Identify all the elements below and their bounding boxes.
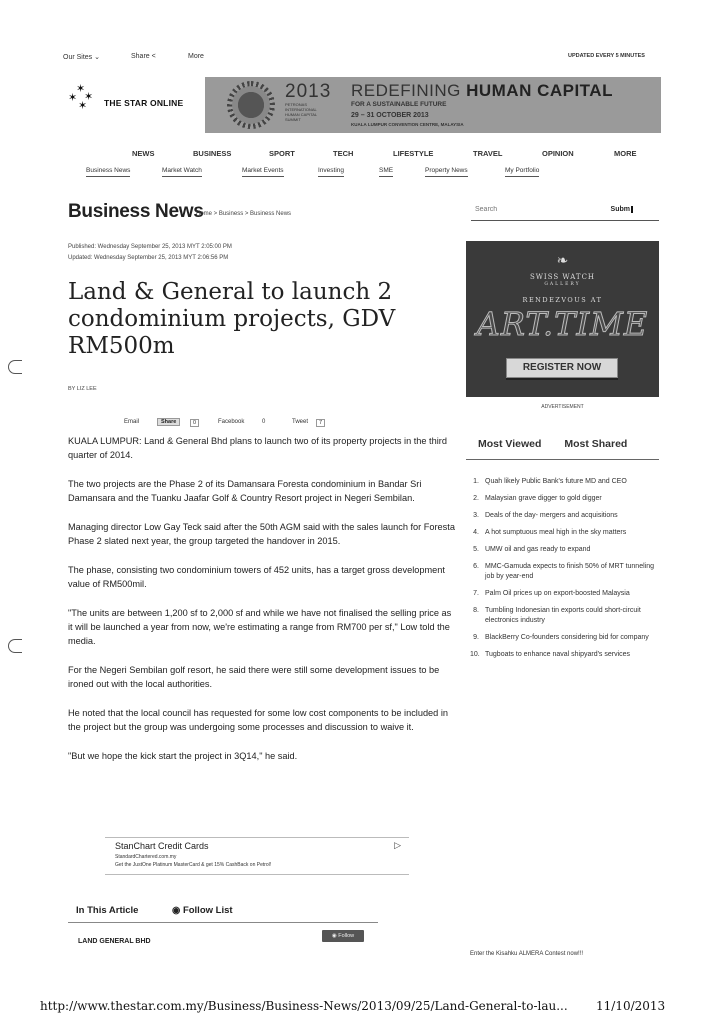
banner-line-2: 29 – 31 OCTOBER 2013 xyxy=(351,112,429,119)
banner-line-1: FOR A SUSTAINABLE FUTURE xyxy=(351,101,447,108)
divider xyxy=(68,922,378,923)
list-item[interactable]: 6. MMC-Gamuda expects to finish 50% of MRT tunneling job by year-end xyxy=(473,563,654,580)
swiss-watch-ad[interactable] xyxy=(466,241,659,397)
eye-icon: ◉ xyxy=(331,933,337,939)
update-notice: UPDATED EVERY 5 MINUTES xyxy=(568,53,645,59)
nav-tech[interactable]: TECH xyxy=(333,149,354,158)
punch-hole-mark xyxy=(8,639,22,653)
punch-hole-mark xyxy=(8,360,22,374)
share-icon: < xyxy=(151,53,156,60)
share-count: 0 xyxy=(190,419,199,427)
list-item[interactable]: 8. Tumbling Indonesian tin exports could short-circuit electronics industry xyxy=(473,607,641,624)
article-paragraph: "The units are between 1,200 sf to 2,000 sf and while we have not finalised the selling price as it will be launched a year from now, we're estimating a range from RM700 per sf," Low told the media. xyxy=(68,608,452,646)
breadcrumb[interactable]: Home > Business > Business News xyxy=(196,211,292,217)
nav-travel[interactable]: TRAVEL xyxy=(473,149,503,158)
company-name[interactable]: LAND GENERAL BHD xyxy=(78,938,151,945)
search-box xyxy=(471,202,659,221)
list-item[interactable]: 7. Palm Oil prices up on export-boosted Malaysia xyxy=(473,590,630,597)
list-item[interactable]: 9. BlackBerry Co-founders considering bid for company xyxy=(473,634,649,641)
tweet-share[interactable]: Tweet xyxy=(292,419,309,425)
ad-brand-sub: GALLERY xyxy=(544,282,581,287)
list-item[interactable]: 2. Malaysian grave digger to gold digger xyxy=(473,495,602,502)
share-menu[interactable]: Share < xyxy=(131,53,156,60)
follow-list-tab[interactable]: ◉ Follow List xyxy=(172,905,233,916)
list-item[interactable]: 5. UMW oil and gas ready to expand xyxy=(473,546,591,553)
nav-business[interactable]: BUSINESS xyxy=(193,149,232,158)
search-submit-button[interactable]: Subm xyxy=(611,206,633,213)
print-url: http://www.thestar.com.my/Business/Business-News/2013/09/25/Land-General-to-lau... xyxy=(40,999,568,1013)
search-input[interactable] xyxy=(475,206,615,213)
banner-sub: PETRONAS INTERNATIONAL HUMAN CAPITAL SUMMIT xyxy=(285,102,318,122)
follow-button[interactable]: ◉ Follow xyxy=(322,930,364,942)
section-title: Business News xyxy=(68,201,204,222)
subnav-sme[interactable]: SME xyxy=(379,167,393,177)
chevron-down-icon: ⌄ xyxy=(94,54,101,61)
list-item[interactable]: 1. Quah likely Public Bank's future MD and CEO xyxy=(473,478,627,485)
subnav-market-events[interactable]: Market Events xyxy=(242,167,284,177)
updated-date: Updated: Wednesday September 25, 2013 MYT 2:06:56 PM xyxy=(68,255,229,261)
sunburst-logo-icon xyxy=(227,81,275,129)
facebook-count: 0 xyxy=(262,419,266,425)
nav-opinion[interactable]: OPINION xyxy=(542,149,574,158)
ad-brand: SWISS WATCH xyxy=(529,273,596,281)
most-viewed-list xyxy=(470,477,662,667)
contest-link[interactable]: Enter the Kisahku ALMERA Contest now!!! xyxy=(470,951,584,957)
swiss-watch-logo-icon: ❧ xyxy=(556,253,569,269)
tab-most-shared[interactable]: Most Shared xyxy=(564,438,628,450)
article-paragraph: KUALA LUMPUR: Land & General Bhd plans to launch two of its property projects in the third quarter of 2014. xyxy=(68,436,447,460)
list-item[interactable]: 4. A hot sumptuous meal high in the sky matters xyxy=(473,529,627,536)
subnav-market-watch[interactable]: Market Watch xyxy=(162,167,202,177)
byline: BY LIZ LEE xyxy=(68,386,97,392)
subnav-investing[interactable]: Investing xyxy=(318,167,344,177)
most-tabs xyxy=(478,438,627,450)
published-date: Published: Wednesday September 25, 2013 MYT 2:05:00 PM xyxy=(68,244,232,250)
sub-nav xyxy=(0,167,727,179)
main-nav xyxy=(0,149,727,161)
nav-sport[interactable]: SPORT xyxy=(269,149,295,158)
ad-choices-icon[interactable]: ▷ xyxy=(394,840,401,850)
our-sites-menu[interactable]: Our Sites ⌄ xyxy=(63,54,101,61)
list-item[interactable]: 10. Tugboats to enhance naval shipyard's services xyxy=(470,651,631,658)
tabs-divider xyxy=(466,459,659,460)
article-paragraph: The phase, consisting two condominium towers of 452 units, has a target gross development value of RM500mil. xyxy=(68,565,445,589)
article-paragraph: He noted that the local council has requested for some low cost components to be included in the project but the group was undergoing some processes and discussion to waive it. xyxy=(68,708,448,732)
site-logo[interactable]: THE STAR ONLINE xyxy=(104,98,184,108)
subnav-business-news[interactable]: Business News xyxy=(86,167,130,177)
article-paragraph: Managing director Low Gay Teck said after the 50th AGM said with the sales launch for Foresta Phase 2 slated next year, the group targeted the handover in 2015. xyxy=(68,522,455,546)
sponsored-url[interactable]: StandardChartered.com.my xyxy=(115,854,177,860)
banner-line-3: KUALA LUMPUR CONVENTION CENTRE, MALAYSIA xyxy=(351,122,464,127)
nav-news[interactable]: NEWS xyxy=(132,149,155,158)
sponsored-desc: Get the JustOne Platinum MasterCard & get 15% CashBack on Petrol! xyxy=(115,862,272,868)
advertisement-label: ADVERTISEMENT xyxy=(541,404,584,410)
banner-year: 2013 xyxy=(285,81,332,102)
article-headline: Land & General to launch 2 condominium projects, GDV RM500m xyxy=(68,279,396,359)
star-logo-icon[interactable]: ✶ ✶ ✶ ✶ xyxy=(68,83,94,112)
tab-most-viewed[interactable]: Most Viewed xyxy=(478,438,542,450)
article-paragraph: "But we hope the kick start the project in 3Q14," he said. xyxy=(68,751,298,761)
ad-art-time: ART.TIME xyxy=(476,305,649,343)
in-this-article-tab[interactable]: In This Article xyxy=(76,905,139,916)
article-body xyxy=(68,434,458,778)
summit-banner-ad[interactable] xyxy=(205,77,661,133)
nav-more[interactable]: MORE xyxy=(614,149,637,158)
article-paragraph: For the Negeri Sembilan golf resort, he said there were still some development issues to be ironed out with the local authorities. xyxy=(68,665,440,689)
print-date: 11/10/2013 xyxy=(596,999,666,1013)
facebook-share[interactable]: Facebook xyxy=(218,419,245,425)
subnav-my-portfolio[interactable]: My Portfolio xyxy=(505,167,539,177)
article-paragraph: The two projects are the Phase 2 of its Damansara Foresta condominium in Bandar Sri Damansara and the Tuanku Jaafar Golf & Country Resort project in Negeri Sembilan. xyxy=(68,479,422,503)
more-menu[interactable]: More xyxy=(188,53,204,60)
sponsored-title[interactable]: StanChart Credit Cards xyxy=(115,841,209,851)
list-item[interactable]: 3. Deals of the day- mergers and acquisitions xyxy=(473,512,618,519)
email-share[interactable]: Email xyxy=(124,419,140,425)
banner-title: REDEFINING HUMAN CAPITAL xyxy=(351,81,613,100)
share-button[interactable]: Share xyxy=(157,418,180,426)
tweet-count: 7 xyxy=(316,419,325,427)
nav-lifestyle[interactable]: LIFESTYLE xyxy=(393,149,434,158)
subnav-property-news[interactable]: Property News xyxy=(425,167,468,177)
eye-icon: ◉ xyxy=(172,905,181,916)
ad-tagline: RENDEZVOUS AT xyxy=(522,296,603,304)
sponsored-link[interactable] xyxy=(105,837,409,875)
register-now-button[interactable]: REGISTER NOW xyxy=(506,358,618,378)
